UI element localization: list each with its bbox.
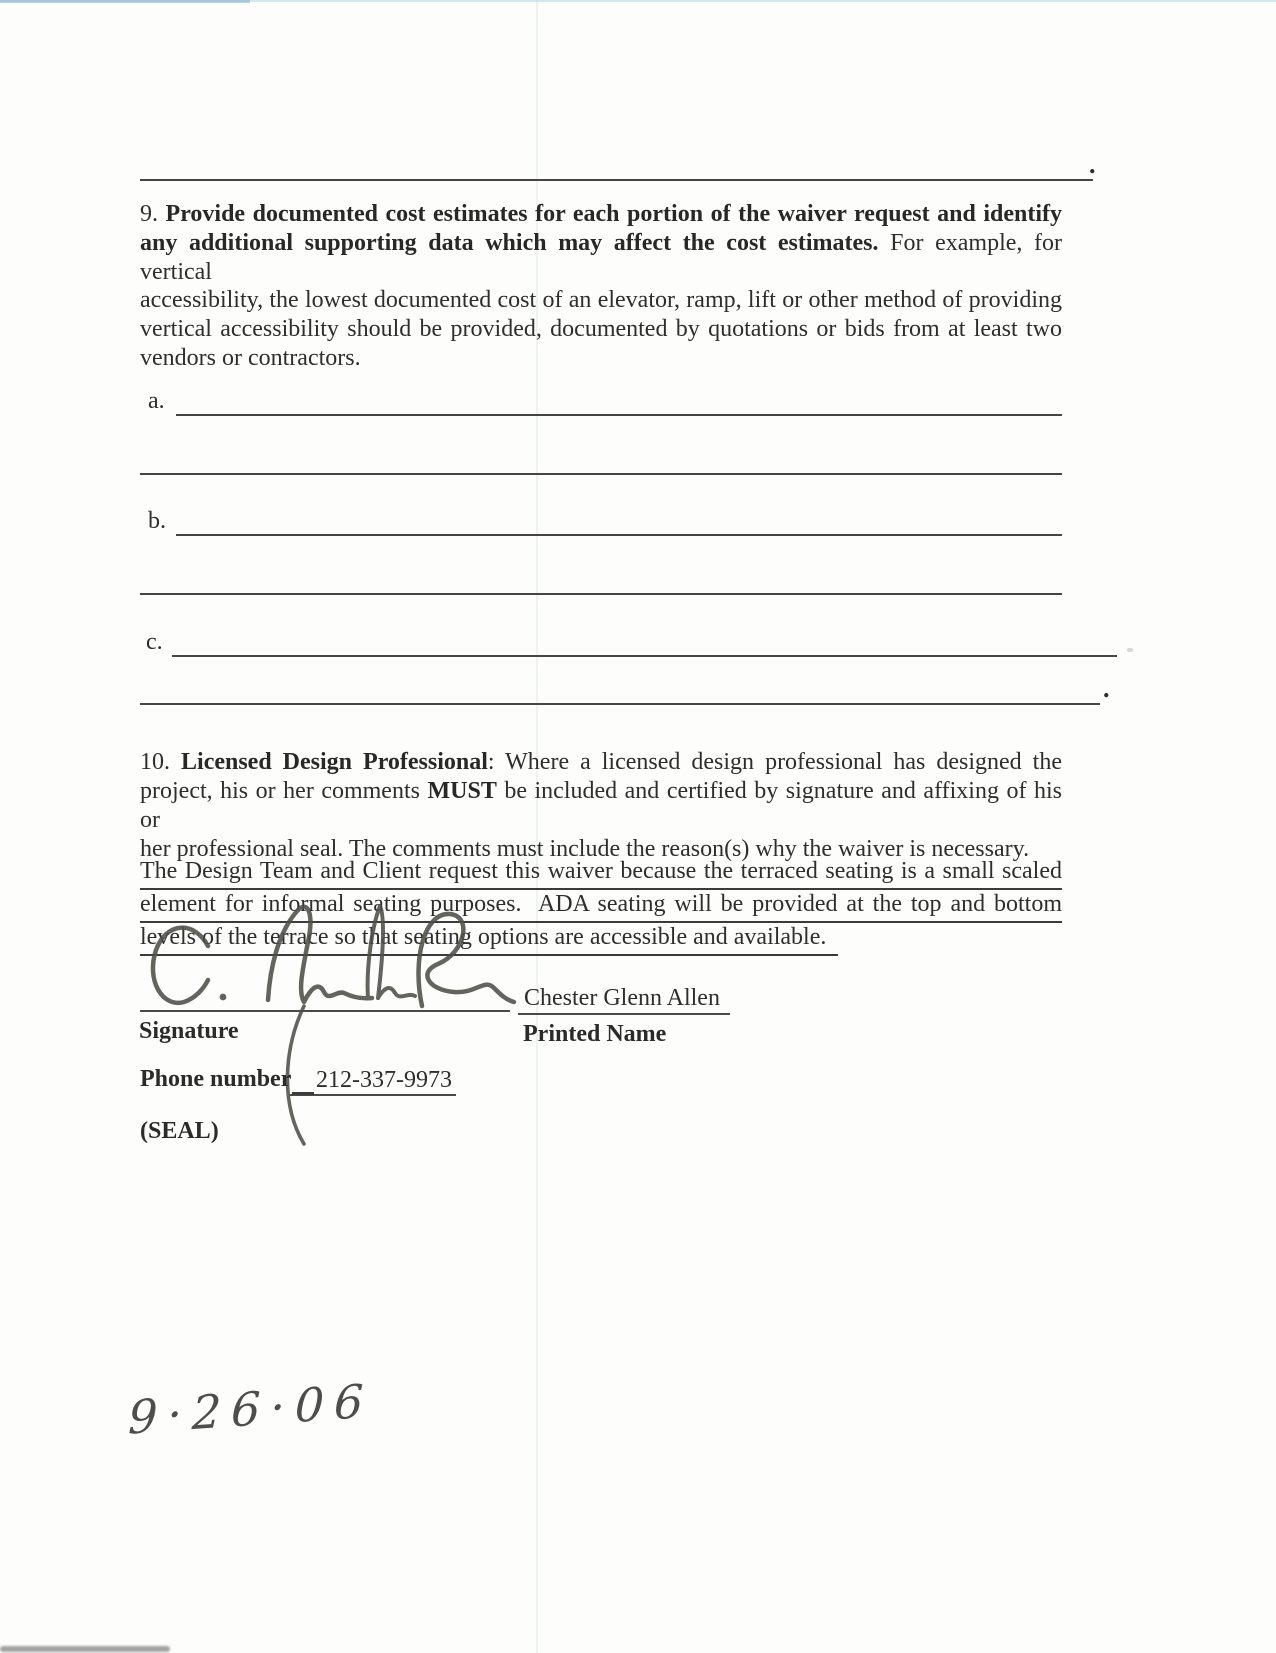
phone-value: 212-337-9973 [316, 1067, 452, 1093]
item-10-line: project, his or her comments MUST be included and certified by signature and affixing of his or [140, 778, 1062, 833]
blank-line-a [176, 414, 1062, 416]
printed-name-label: Printed Name [523, 1021, 667, 1047]
printed-name-value: Chester Glenn Allen [524, 985, 720, 1011]
phone-label: Phone number [140, 1066, 292, 1092]
item-9-line: 9. Provide documented cost estimates for each portion of the waiver request and identify [140, 201, 1062, 227]
item-9-line: vertical accessibility should be provided, documented by quotations or bids from at least two [140, 316, 1062, 343]
blank-label-a: a. [148, 388, 165, 414]
scan-top-edge-dark [0, 0, 250, 3]
top-rule-period: . [1089, 150, 1096, 179]
blank-line-a2 [140, 473, 1062, 475]
blank-line-b [176, 534, 1062, 536]
blank-label-b: b. [148, 508, 166, 534]
item-10-paragraph [140, 748, 1062, 864]
scan-bottom-smudge [0, 1646, 170, 1652]
blank-line-c2 [140, 703, 1100, 705]
seal-label: (SEAL) [140, 1118, 219, 1144]
phone-underline-tick [292, 1092, 314, 1095]
waiver-comment-line: element for informal seating purposes. ADA seating will be provided at the top and bottom [140, 890, 1062, 923]
blank-line-c2-period: . [1103, 674, 1110, 703]
signature-label: Signature [139, 1018, 239, 1044]
blank-line-b2 [140, 593, 1062, 595]
top-rule [140, 179, 1093, 181]
blank-label-c: c. [146, 629, 163, 655]
item-9-line: vendors or contractors. [140, 344, 361, 371]
phone-underline [290, 1094, 456, 1096]
waiver-comment-line: The Design Team and Client request this waiver because the terraced seating is a small scaled [140, 857, 1062, 890]
item-10-line: 10. Licensed Design Professional: Where a licensed design professional has designed the [140, 749, 1063, 775]
item-9-line: any additional supporting data which may affect the cost estimates. For example, for vertical [140, 229, 1062, 285]
scan-stray-dot [1127, 648, 1133, 652]
item-10-line: her professional seal. The comments must include the reason(s) why the waiver is necessary. [140, 836, 1030, 862]
blank-line-c [172, 655, 1117, 657]
printed-name-underline [518, 1013, 730, 1015]
item-9-paragraph [140, 200, 1062, 373]
signature-line [140, 1010, 510, 1012]
item-9-line: accessibility, the lowest documented cost of an elevator, ramp, lift or other method of providing [140, 287, 1062, 314]
handwritten-date: 9·26·06 [127, 1373, 375, 1445]
waiver-comment-line: levels of the terrace so that seating options are accessible and available. [140, 923, 838, 956]
